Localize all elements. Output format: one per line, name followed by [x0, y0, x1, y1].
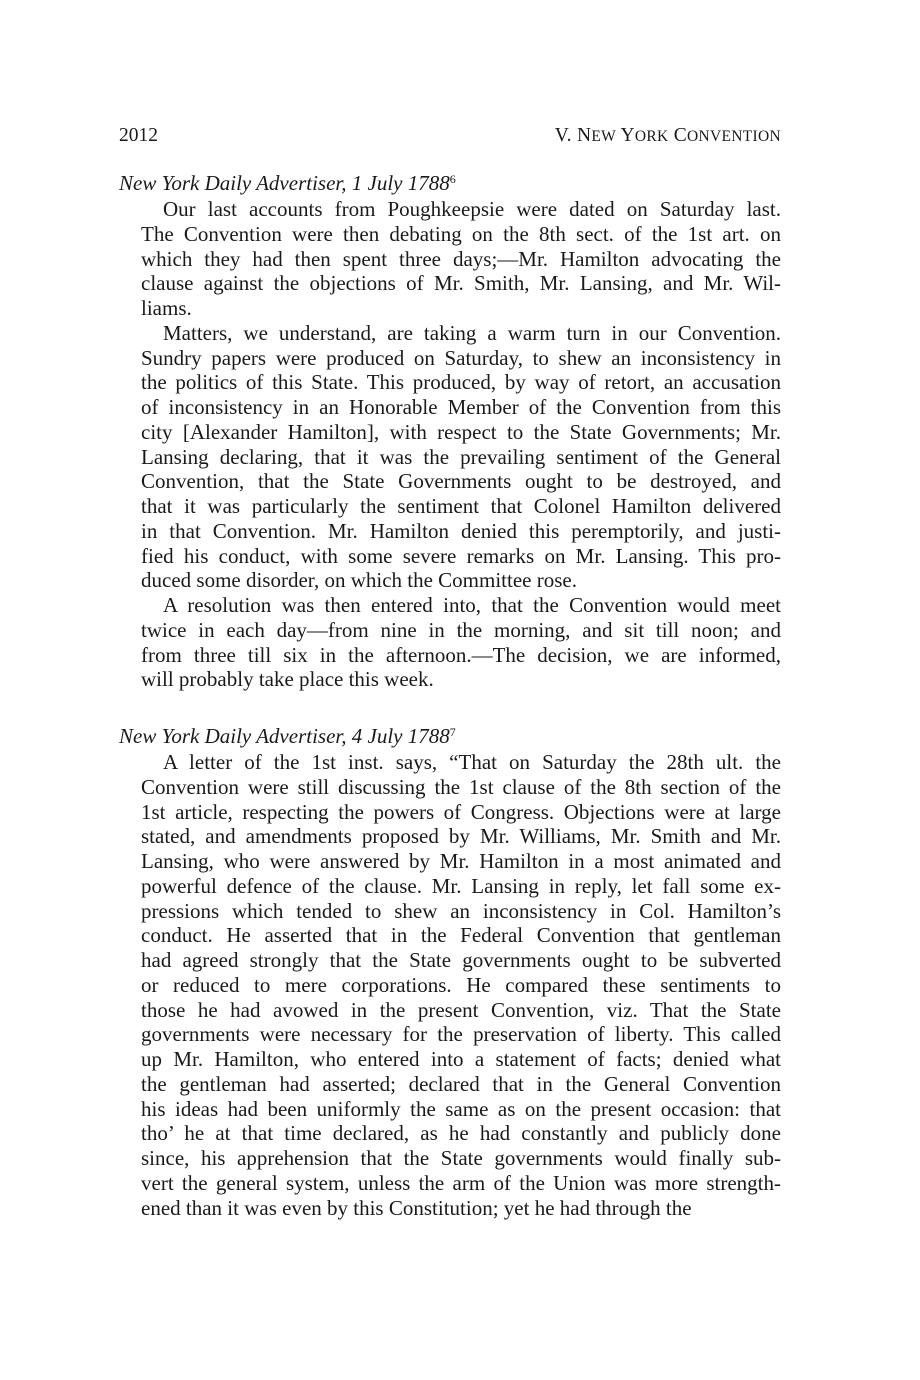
item-heading: [119, 723, 781, 750]
text-line: A resolution was then entered into, that the Convention would meet: [163, 593, 781, 617]
section-title-part: Y: [616, 125, 635, 146]
text-line: duced some disorder, on which the Committee rose.: [141, 568, 577, 593]
text-line: 1st article, respecting the powers of Congress. Objections were at large: [141, 799, 781, 824]
text-line: tho’ he at that time declared, as he had constantly and publicly done: [141, 1121, 781, 1146]
text-line: Matters, we understand, are taking a warm turn in our Convention.: [163, 320, 781, 345]
footnote-marker: 6: [449, 172, 456, 186]
text-line: in that Convention. Mr. Hamilton denied this peremptorily, and justi-: [141, 518, 781, 543]
text-line: fied his conduct, with some severe remarks on Mr. Lansing. This pro-: [141, 543, 781, 568]
text-line: powerful defence of the clause. Mr. Lansing in reply, let fall some ex-: [141, 873, 781, 898]
running-head: [119, 121, 781, 151]
paragraph: [119, 321, 781, 593]
document-body: [119, 170, 781, 1220]
section-title-part: ONVENTION: [687, 128, 781, 145]
text-line: will probably take place this week.: [141, 667, 434, 692]
footnote-marker: 7: [449, 725, 456, 739]
text-line: A letter of the 1st inst. says, “That on Saturday the 28th ult. the: [163, 750, 781, 774]
text-line: conduct. He asserted that in the Federal Convention that gentleman: [141, 923, 781, 948]
text-line: Convention were still discussing the 1st clause of the 8th section of the: [141, 774, 781, 799]
text-line: Lansing, who were answered by Mr. Hamilton in a most animated and: [141, 849, 781, 873]
text-line: pressions which tended to shew an inconsistency in Col. Hamilton’s: [141, 898, 781, 923]
text-line: which they had then spent three days;—Mr. Hamilton advocating the: [141, 246, 781, 271]
page-number: 2012: [119, 125, 158, 146]
text-line: stated, and amendments proposed by Mr. Williams, Mr. Smith and Mr.: [141, 824, 781, 849]
text-line: governments were necessary for the preservation of liberty. This called: [141, 1022, 781, 1047]
section-title-part: ORK: [634, 128, 669, 145]
text-line: clause against the objections of Mr. Smith, Mr. Lansing, and Mr. Wil-: [141, 271, 781, 296]
text-line: The Convention were then debating on the 8th sect. of the 1st art. on: [141, 221, 781, 246]
text-line: from three till six in the afternoon.—The decision, we are informed,: [141, 642, 781, 667]
item-separator: [119, 692, 781, 723]
text-line: that it was particularly the sentiment that Colonel Hamilton delivered: [141, 494, 781, 518]
text-line: the gentleman had asserted; declared that in the General Convention: [141, 1071, 781, 1096]
text-line: ened than it was even by this Constitution; yet he had through the: [141, 1195, 692, 1220]
text-line: twice in each day—from nine in the morning, and sit till noon; and: [141, 617, 781, 642]
item-heading-text: New York Daily Advertiser, 1 July 1788: [119, 171, 450, 195]
paragraph: [119, 197, 781, 321]
item-heading: [119, 170, 781, 197]
section-title-part: V. N: [554, 125, 592, 146]
text-line: or reduced to mere corporations. He compared these sentiments to: [141, 972, 781, 997]
text-line: of inconsistency in an Honorable Member of the Convention from this: [141, 395, 781, 419]
paragraph: [119, 750, 781, 1220]
text-line: his ideas had been uniformly the same as on the present occasion: that: [141, 1096, 781, 1121]
text-line: had agreed strongly that the State governments ought to be subverted: [141, 948, 781, 972]
item-heading-text: New York Daily Advertiser, 4 July 1788: [119, 724, 450, 748]
text-line: Lansing declaring, that it was the prevailing sentiment of the General: [141, 444, 781, 469]
text-line: liams.: [141, 296, 192, 320]
section-title-part: EW: [591, 128, 617, 145]
text-line: up Mr. Hamilton, who entered into a statement of facts; denied what: [141, 1047, 781, 1071]
section-title-part: C: [668, 125, 688, 146]
paragraph: [119, 593, 781, 692]
text-line: those he had avowed in the present Convention, viz. That the State: [141, 997, 781, 1022]
section-title: [555, 121, 781, 152]
text-line: Our last accounts from Poughkeepsie were dated on Saturday last.: [163, 197, 781, 221]
text-line: vert the general system, unless the arm of the Union was more strength-: [141, 1170, 781, 1195]
text-line: city [Alexander Hamilton], with respect to the State Governments; Mr.: [141, 419, 781, 444]
text-line: Convention, that the State Governments ought to be destroyed, and: [141, 469, 781, 494]
text-line: since, his apprehension that the State governments would finally sub-: [141, 1146, 781, 1170]
text-line: the politics of this State. This produced, by way of retort, an accusation: [141, 370, 781, 395]
text-line: Sundry papers were produced on Saturday, to shew an inconsistency in: [141, 345, 781, 370]
